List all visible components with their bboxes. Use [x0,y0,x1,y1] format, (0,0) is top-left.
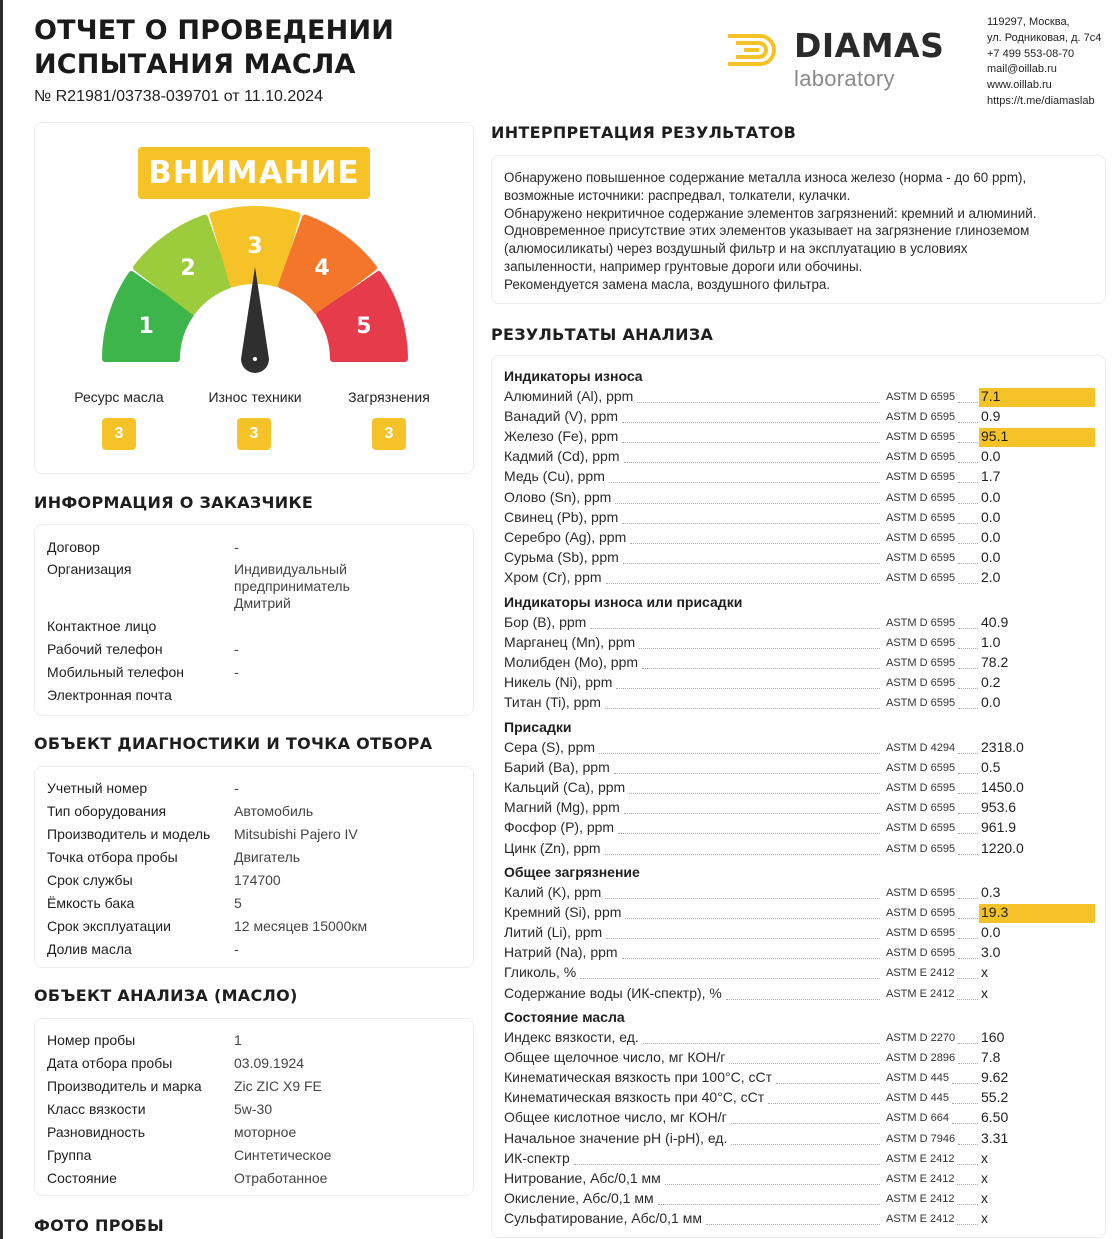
result-name: Содержание воды (ИК-спектр), % [504,984,722,1001]
result-name: Сурьма (Sb), ppm [504,548,619,565]
object-value-operation-period: 12 месяцев 15000км [234,918,368,934]
dotted-leader [616,688,880,689]
dotted-leader [615,503,880,504]
dotted-leader [590,628,880,629]
dotted-leader [957,1224,978,1225]
customer-label-organization: Организация [47,561,132,577]
dotted-leader [958,523,978,524]
result-method: ASTM D 664 [886,1112,949,1125]
customer-value-mobile-phone: - [234,664,239,680]
result-value: x [981,984,988,1001]
result-method: ASTM D 6595 [886,762,956,775]
customer-heading: ИНФОРМАЦИЯ О ЗАКАЗЧИКЕ [34,493,314,512]
interpretation-card [491,155,1106,304]
dotted-leader [639,648,880,649]
result-name: Никель (Ni), ppm [504,674,613,691]
result-value: x [981,1189,988,1206]
result-name: Медь (Cu), ppm [504,468,605,485]
page-edge [0,0,3,1239]
contact-city: 119297, Москва, [987,16,1070,28]
dotted-leader [958,583,978,584]
results-section-title: Состояние масла [504,1009,625,1025]
dotted-leader [605,854,880,855]
result-method: ASTM D 6595 [886,511,956,524]
object-value-oil-topup: - [234,941,239,957]
result-value: 95.1 [981,428,1009,445]
result-name: Хром (Cr), ppm [504,568,602,585]
interpretation-line: (алюмосиликаты) через воздушный фильтр и на эксплуатацию в условиях [504,241,968,257]
oil-value-brand: Zic ZIC X9 FE [234,1078,322,1094]
result-method: ASTM D 6595 [886,471,956,484]
results-section-title: Индикаторы износа [504,368,643,384]
result-value: 19.3 [981,904,1009,921]
object-value-manufacturer-model: Mitsubishi Pajero IV [234,826,358,842]
result-value: 7.8 [981,1049,1001,1066]
dotted-leader [957,1164,978,1165]
result-name: ИК-спектр [504,1149,570,1166]
result-name: Кинематическая вязкость при 100°С, сСт [504,1069,772,1086]
result-method: ASTM E 2412 [886,1192,955,1205]
result-value: 1.7 [981,468,1001,485]
dotted-leader [958,688,978,689]
result-name: Гликоль, % [504,964,577,981]
oil-value-sampling-date: 03.09.1924 [234,1055,305,1071]
result-method: ASTM D 7946 [886,1132,956,1145]
oil-label-viscosity-class: Класс вязкости [47,1101,146,1117]
dotted-leader [957,999,978,1000]
customer-label-mobile-phone: Мобильный телефон [47,664,184,680]
interpretation-heading: ИНТЕРПРЕТАЦИЯ РЕЗУЛЬТАТОВ [491,123,797,142]
gauge-segment-label: 5 [356,314,372,340]
contact-phone[interactable]: +7 499 553-08-70 [987,47,1075,60]
dotted-leader [958,918,978,919]
result-method: ASTM D 6595 [886,411,956,424]
oil-value-condition: Отработанное [234,1170,328,1186]
dotted-leader [643,1043,880,1044]
result-value: 0.0 [981,448,1001,465]
result-value: 1450.0 [981,779,1024,796]
dotted-leader [958,563,978,564]
interpretation-line: возможные источники: распредвал, толкатели, кулачки. [504,187,851,203]
object-label-tank-capacity: Ёмкость бака [47,895,135,911]
result-name: Ванадий (V), ppm [504,408,619,425]
dotted-leader [642,668,880,669]
result-name: Алюминий (Al), ppm [504,388,634,404]
result-method: ASTM D 2896 [886,1052,956,1065]
result-method: ASTM E 2412 [886,987,955,1000]
result-name: Кальций (Ca), ppm [504,779,626,796]
result-method: ASTM D 445 [886,1092,949,1105]
score-badge-oil-resource: 3 [102,418,136,450]
result-name: Литий (Li), ppm [504,924,603,941]
interpretation-line: Обнаружено некритичное содержание элементов загрязнений: кремний и алюминий. [504,205,1037,221]
interpretation-line: запыленности, например грунтовые дороги или обочины. [504,258,863,274]
status-gauge-card [34,122,474,474]
dotted-leader [957,1184,978,1185]
object-value-tank-capacity: 5 [234,895,242,911]
result-value: 1220.0 [981,839,1024,856]
customer-value-contract: - [234,539,239,555]
result-method: ASTM D 6595 [886,782,956,795]
result-method: ASTM D 2270 [886,1032,956,1044]
dotted-leader [580,978,880,979]
result-method: ASTM D 6595 [886,907,956,920]
object-card [34,766,474,968]
result-method: ASTM D 6595 [886,842,956,855]
contact-email[interactable]: mail@oillab.ru [987,63,1057,76]
object-label-operation-period: Срок эксплуатации [47,918,171,934]
result-method: ASTM D 445 [886,1072,949,1085]
result-value: 0.0 [981,924,1001,941]
result-value: 0.0 [981,528,1001,545]
result-name: Молибден (Mo), ppm [504,654,639,671]
customer-value-organization-3: Дмитрий [234,595,291,611]
result-name: Железо (Fe), ppm [504,428,619,445]
dotted-leader [637,402,880,403]
results-section-title: Присадки [504,719,572,735]
results-heading: РЕЗУЛЬТАТЫ АНАЛИЗА [491,325,714,344]
dotted-leader [958,628,978,629]
result-method: ASTM D 6595 [886,531,956,544]
result-method: ASTM D 6595 [886,927,956,940]
dotted-leader [625,918,880,919]
dotted-leader [768,1103,880,1104]
customer-label-contract: Договор [47,539,100,555]
brand-logo [726,26,966,96]
result-name: Бор (B), ppm [504,614,587,630]
result-name: Общее щелочное число, мг КОН/г [504,1049,726,1066]
dotted-leader [958,773,978,774]
score-badge-equipment-wear: 3 [237,418,271,450]
result-value: 953.6 [981,799,1017,816]
interpretation-line: Одновременное присутствие этих элементов указывает на загрязнение глиноземом [504,223,1030,239]
dotted-leader [706,1224,880,1225]
object-label-manufacturer-model: Производитель и модель [47,826,211,842]
dotted-leader [618,833,880,834]
result-name: Олово (Sn), ppm [504,488,612,505]
object-value-service-life: 174700 [234,872,281,888]
dotted-leader [622,422,880,423]
interpretation-text [504,169,1099,294]
status-banner: ВНИМАНИЕ [138,147,370,199]
dotted-leader [599,753,880,754]
result-value: 3.31 [981,1129,1009,1146]
result-method: ASTM D 6595 [886,697,956,710]
result-value: 1.0 [981,634,1001,651]
object-label-service-life: Срок службы [47,872,133,888]
object-value-account-number: - [234,780,239,796]
result-method: ASTM D 6595 [886,887,956,899]
gauge-segment-label: 3 [247,234,263,259]
dotted-leader [958,1043,978,1044]
oil-label-condition: Состояние [47,1170,117,1186]
interpretation-line: Обнаружено повышенное содержание металла износа железо (норма - до 60 ppm), [504,170,1027,185]
result-value: 0.3 [981,884,1001,900]
result-method: ASTM D 6595 [886,617,956,629]
result-name: Сера (S), ppm [504,739,596,755]
dotted-leader [958,648,978,649]
results-card [491,355,1106,1238]
oil-heading: ОБЪЕКТ АНАЛИЗА (МАСЛО) [34,986,298,1005]
dotted-leader [958,854,978,855]
contact-telegram[interactable]: https://t.me/diamaslab [987,94,1095,107]
dotted-leader [958,793,978,794]
gauge-dial [35,123,475,383]
dotted-leader [952,1083,978,1084]
photo-heading: ФОТО ПРОБЫ [34,1216,165,1235]
object-label-oil-topup: Долив масла [47,941,132,957]
contact-address: ул. Родниковая, д. 7с4 [987,31,1102,44]
dotted-leader [958,442,978,443]
dotted-leader [614,773,880,774]
customer-value-organization-2: предприниматель [234,578,350,594]
result-value: x [981,1209,988,1226]
oil-label-sample-number: Номер пробы [47,1032,136,1048]
dotted-leader [958,898,978,899]
customer-card [34,524,474,716]
dotted-leader [729,1063,880,1064]
dotted-leader [958,833,978,834]
customer-label-contact-person: Контактное лицо [47,618,157,634]
gauge-segment-label: 4 [314,255,330,281]
dotted-leader [605,898,880,899]
customer-value-organization-1: Индивидуальный [234,561,347,577]
brand-name: DIAMAS [794,26,945,65]
oil-label-sampling-date: Дата отбора пробы [47,1055,173,1071]
score-badge-contamination: 3 [372,418,406,450]
oil-label-group: Группа [47,1147,92,1163]
result-method: ASTM D 6595 [886,802,956,815]
dotted-leader [622,523,880,524]
dotted-leader [958,503,978,504]
result-name: Фосфор (P), ppm [504,819,615,836]
result-value: 160 [981,1029,1005,1045]
oil-value-variety: моторное [234,1124,297,1140]
result-method: ASTM D 6595 [886,657,956,670]
report-title [34,14,394,82]
result-name: Кадмий (Cd), ppm [504,448,620,465]
dotted-leader [958,813,978,814]
result-method: ASTM D 6595 [886,637,956,650]
result-name: Натрий (Na), ppm [504,944,618,961]
dotted-leader [731,1123,880,1124]
dotted-leader [958,402,978,403]
object-value-equipment-type: Автомобиль [234,803,314,819]
interpretation-line: Рекомендуется замена масла, воздушного фильтра. [504,276,831,292]
object-label-sampling-point: Точка отбора пробы [47,849,178,865]
gauge-segment-label: 2 [180,255,196,281]
dotted-leader [958,482,978,483]
category-equipment-wear: Износ техники [208,389,302,405]
report-title-line2: ИСПЫТАНИЯ МАСЛА [34,49,356,80]
dotted-leader [605,708,880,709]
logo-mark-icon [726,30,786,70]
result-value: 55.2 [981,1089,1009,1106]
dotted-leader [622,442,880,443]
result-method: ASTM D 6595 [886,391,956,403]
dotted-leader [958,462,978,463]
result-value: x [981,964,988,981]
dotted-leader [665,1184,880,1185]
result-value: 0.0 [981,548,1001,565]
result-method: ASTM D 6595 [886,451,956,464]
dotted-leader [958,668,978,669]
gauge-needle-pivot [253,357,257,361]
result-name: Серебро (Ag), ppm [504,528,627,545]
customer-label-work-phone: Рабочий телефон [47,641,163,657]
dotted-leader [958,422,978,423]
report-number: № R21981/03738-039701 от 11.10.2024 [34,88,323,105]
report-title-line1: ОТЧЕТ О ПРОВЕДЕНИИ [34,15,395,46]
result-method: ASTM D 6595 [886,947,956,960]
dotted-leader [958,708,978,709]
result-name: Общее кислотное число, мг КОН/г [504,1109,727,1126]
oil-value-sample-number: 1 [234,1032,242,1048]
result-name: Марганец (Mn), ppm [504,634,636,651]
results-section-title: Общее загрязнение [504,864,640,880]
results-section-title: Индикаторы износа или присадки [504,594,743,610]
result-name: Титан (Ti), ppm [504,694,601,711]
object-label-account-number: Учетный номер [47,780,148,796]
result-value: 40.9 [981,614,1009,630]
result-method: ASTM D 6595 [886,491,956,504]
oil-card [34,1018,474,1196]
dotted-leader [629,793,880,794]
dotted-leader [624,462,880,463]
category-contamination: Загрязнения [348,389,430,405]
result-method: ASTM D 6595 [886,571,956,584]
dotted-leader [958,753,978,754]
result-method: ASTM E 2412 [886,1212,955,1225]
dotted-leader [606,583,880,584]
result-name: Сульфатирование, Абс/0,1 мм [504,1209,702,1226]
result-name: Индекс вязкости, ед. [504,1029,639,1045]
dotted-leader [958,938,978,939]
result-name: Цинк (Zn), ppm [504,839,601,856]
dotted-leader [958,958,978,959]
dotted-leader [574,1164,880,1165]
object-label-equipment-type: Тип оборудования [47,803,167,819]
result-value: 0.0 [981,694,1001,711]
customer-value-work-phone: - [234,641,239,657]
customer-label-email: Электронная почта [47,687,172,703]
result-name: Начальное значение pH (i-pH), ед. [504,1129,728,1146]
dotted-leader [726,999,880,1000]
dotted-leader [624,813,880,814]
result-name: Нитрование, Абс/0,1 мм [504,1169,661,1186]
result-value: 0.9 [981,408,1001,425]
dotted-leader [622,958,880,959]
oil-value-group: Синтетическое [234,1147,332,1163]
result-name: Кинематическая вязкость при 40°С, сСт [504,1089,765,1106]
result-value: 961.9 [981,819,1017,836]
contact-website[interactable]: www.oillab.ru [987,79,1052,92]
dotted-leader [731,1144,880,1145]
category-oil-resource: Ресурс масла [74,389,164,405]
result-method: ASTM D 6595 [886,677,956,690]
result-value: 6.50 [981,1109,1009,1126]
result-value: 0.2 [981,674,1001,691]
result-value: 0.0 [981,508,1001,525]
result-method: ASTM D 6595 [886,431,956,444]
dotted-leader [957,1204,978,1205]
result-name: Магний (Mg), ppm [504,799,620,816]
lab-contacts [987,15,1101,110]
result-name: Барий (Ba), ppm [504,759,610,776]
dotted-leader [609,482,880,483]
result-value: 2.0 [981,568,1001,585]
result-value: 2318.0 [981,739,1024,755]
result-method: ASTM D 4294 [886,742,956,754]
gauge-segment-label: 1 [138,314,154,340]
dotted-leader [776,1083,880,1084]
result-method: ASTM E 2412 [886,967,955,980]
result-name: Кремний (Si), ppm [504,904,622,921]
result-value: 3.0 [981,944,1001,961]
result-value: 0.0 [981,488,1001,505]
dotted-leader [958,1063,978,1064]
dotted-leader [623,563,880,564]
dotted-leader [952,1103,978,1104]
result-value: 0.5 [981,759,1001,776]
result-method: ASTM D 6595 [886,822,956,835]
oil-label-variety: Разновидность [47,1124,146,1140]
oil-label-brand: Производитель и марка [47,1078,202,1094]
object-value-sampling-point: Двигатель [234,849,301,865]
result-name: Калий (K), ppm [504,884,602,900]
brand-sub: laboratory [794,66,895,91]
result-value: 9.62 [981,1069,1009,1086]
dotted-leader [958,543,978,544]
result-method: ASTM E 2412 [886,1172,955,1185]
result-method: ASTM E 2412 [886,1152,955,1165]
result-value: 78.2 [981,654,1009,671]
result-name: Свинец (Pb), ppm [504,508,619,525]
result-value: x [981,1149,988,1166]
result-method: ASTM D 6595 [886,551,956,564]
result-name: Окисление, Абс/0,1 мм [504,1189,654,1206]
object-heading: ОБЪЕКТ ДИАГНОСТИКИ И ТОЧКА ОТБОРА [34,734,433,753]
dotted-leader [630,543,880,544]
dotted-leader [958,1144,978,1145]
dotted-leader [606,938,880,939]
dotted-leader [658,1204,880,1205]
result-value: 7.1 [981,388,1001,404]
result-value: x [981,1169,988,1186]
oil-value-viscosity-class: 5w-30 [234,1101,273,1117]
dotted-leader [957,978,978,979]
dotted-leader [952,1123,978,1124]
